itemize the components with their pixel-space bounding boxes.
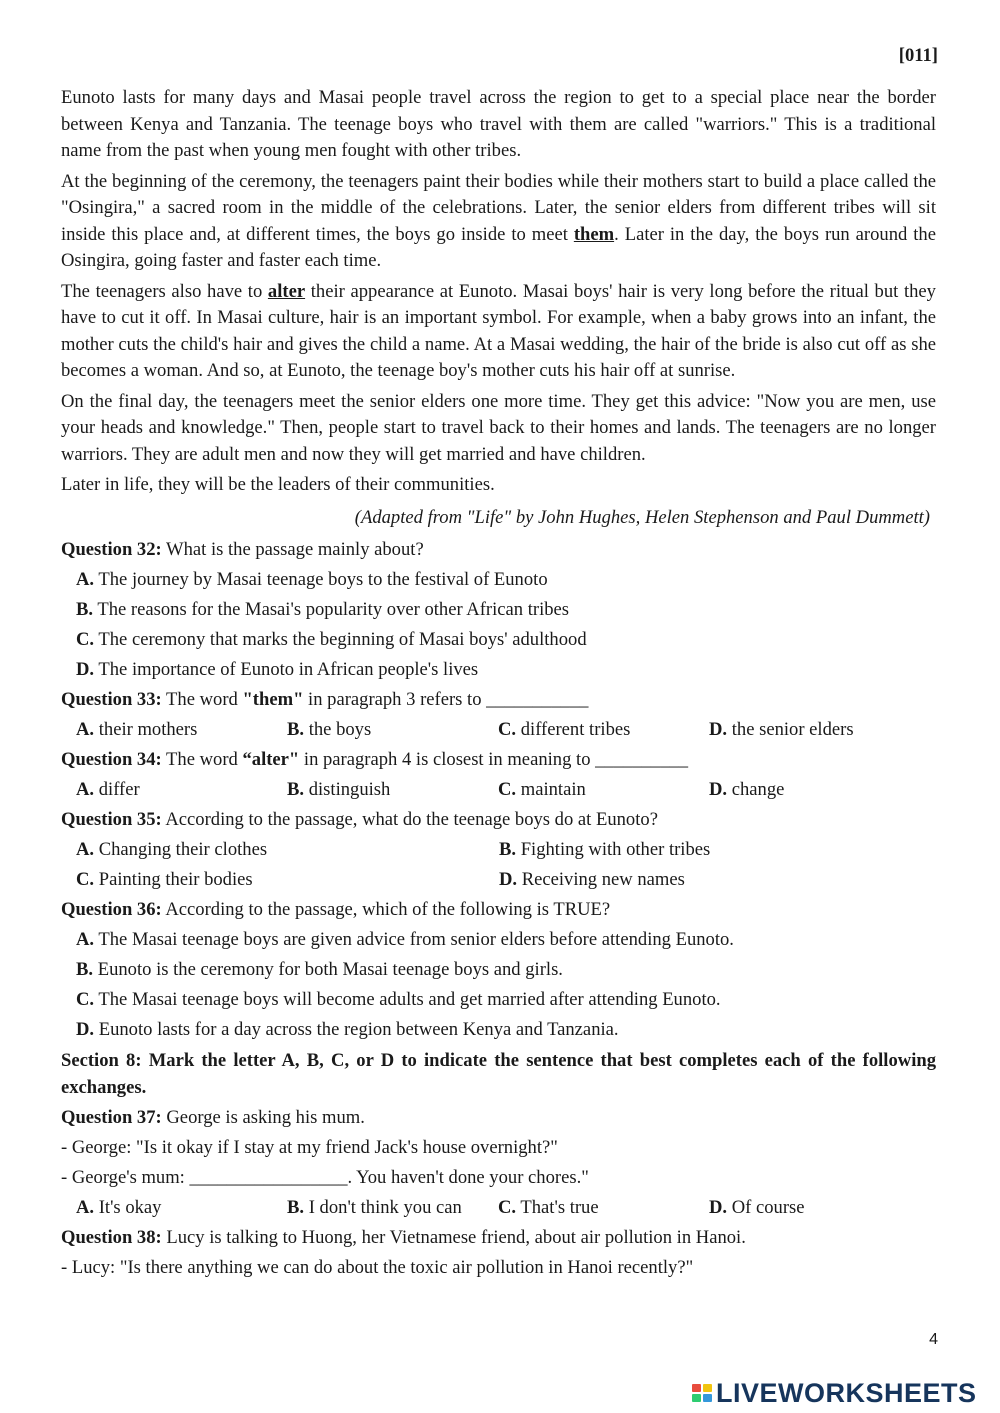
option-letter: B.: [287, 778, 305, 800]
passage-paragraph-2: [61, 169, 936, 275]
q35-option-a[interactable]: [76, 835, 499, 865]
option-text: Changing their clothes: [94, 838, 268, 860]
q32-option-a[interactable]: [76, 565, 936, 595]
question-text: George is asking his mum.: [161, 1106, 365, 1128]
question-label: Question 35:: [61, 808, 162, 830]
q34-option-d[interactable]: [709, 775, 784, 805]
passage-text: their appearance at Eunoto. Masai boys' hair is very long before the ritual but they have to cut it off. In Masai culture, hair is an important symbol. For example, when a baby grows into an infant, the mother cuts the child's hair and gives the child a name. At a Masai wedding, the hair of the bride is also cut off as she becomes a woman. And so, at Eunoto, the teenage boy's mother cuts his hair off at sunrise.: [61, 280, 936, 381]
q37-dialog-line-2: - George's mum: _________________. You haven't done your chores.": [61, 1166, 589, 1188]
option-text: The ceremony that marks the beginning of Masai boys' adulthood: [94, 628, 587, 650]
question-text: in paragraph 3 refers to ___________: [303, 688, 589, 710]
highlighted-word-alter: alter: [267, 280, 306, 302]
option-text: That's true: [516, 1196, 599, 1218]
passage-paragraph-5: Later in life, they will be the leaders of their communities.: [61, 474, 495, 495]
q36-option-b[interactable]: [76, 955, 936, 985]
option-text: It's okay: [94, 1196, 162, 1218]
option-letter: C.: [498, 778, 517, 800]
page-number: 4: [929, 1331, 938, 1348]
option-letter: A.: [76, 1196, 95, 1218]
option-text: Painting their bodies: [94, 868, 253, 890]
passage-text: The teenagers also have to: [61, 280, 268, 302]
question-text: The word: [161, 748, 243, 770]
option-text: the boys: [304, 718, 372, 740]
option-letter: C.: [498, 718, 517, 740]
question-label: Question 34:: [61, 748, 162, 770]
q34-option-a[interactable]: [76, 775, 287, 805]
q36-option-c[interactable]: [76, 985, 936, 1015]
option-text: The importance of Eunoto in African people's lives: [94, 658, 479, 680]
q33-option-b[interactable]: [287, 715, 498, 745]
question-text: According to the passage, what do the teenage boys do at Eunoto?: [161, 808, 658, 830]
question-35: [61, 805, 936, 835]
option-text: The Masai teenage boys are given advice from senior elders before attending Eunoto.: [94, 928, 734, 950]
q34-options: [76, 775, 936, 805]
option-text: differ: [94, 778, 140, 800]
q33-option-a[interactable]: [76, 715, 287, 745]
option-letter: A.: [76, 838, 95, 860]
option-letter: B.: [287, 1196, 305, 1218]
option-text: The Masai teenage boys will become adults and get married after attending Eunoto.: [94, 988, 721, 1010]
passage-paragraph-4: On the final day, the teenagers meet the senior elders one more time. They get this advice: "Now you are men, use your heads and knowledge." Then, people start to travel back to their homes and lands. The teenagers are no longer warriors. They are adult men and now they will get married and have children.: [61, 390, 936, 465]
q35-options-row-1: [76, 835, 936, 865]
worksheet-content: [61, 85, 936, 1283]
option-letter: D.: [76, 658, 95, 680]
question-34: [61, 745, 936, 775]
q34-option-c[interactable]: [498, 775, 709, 805]
q32-option-c[interactable]: [76, 625, 936, 655]
option-letter: B.: [76, 598, 94, 620]
question-label: Question 38:: [61, 1226, 162, 1248]
q32-option-d[interactable]: [76, 655, 936, 685]
highlighted-word-them: them: [573, 223, 615, 245]
option-letter: D.: [76, 1018, 95, 1040]
question-33: [61, 685, 936, 715]
question-label: Question 37:: [61, 1106, 162, 1128]
question-keyword: "them": [242, 688, 304, 710]
option-letter: A.: [76, 928, 95, 950]
passage-text: At the beginning of the ceremony, the teenagers paint their bodies while their mothers start to build a place called the "Osingira," a sacred room in the middle of the celebrations. Later, the senior elders from different tribes will sit inside this place and, at different times, the boys go inside to meet: [61, 170, 936, 245]
option-text: the senior elders: [727, 718, 854, 740]
option-letter: A.: [76, 778, 95, 800]
option-text: maintain: [516, 778, 586, 800]
q37-option-a[interactable]: [76, 1193, 287, 1223]
liveworksheets-icon: [692, 1384, 712, 1402]
passage-text: . Later in the day, the boys run around the Osingira, going faster and faster each time.: [61, 223, 936, 271]
question-text: in paragraph 4 is closest in meaning to __________: [299, 748, 689, 770]
q37-option-d[interactable]: [709, 1193, 805, 1223]
option-text: Fighting with other tribes: [516, 838, 711, 860]
option-letter: C.: [76, 988, 95, 1010]
option-text: Of course: [727, 1196, 805, 1218]
option-letter: D.: [709, 718, 728, 740]
q35-option-c[interactable]: [76, 865, 499, 895]
option-letter: D.: [709, 1196, 728, 1218]
q38-dialog-line-1: - Lucy: "Is there anything we can do about the toxic air pollution in Hanoi recently?": [61, 1256, 694, 1278]
question-label: Question 33:: [61, 688, 162, 710]
option-text: Receiving new names: [517, 868, 685, 890]
q37-options: [76, 1193, 936, 1223]
logo-square-green: [692, 1394, 701, 1402]
q33-option-c[interactable]: [498, 715, 709, 745]
question-keyword: “alter": [242, 748, 300, 770]
option-letter: A.: [76, 718, 95, 740]
question-text: The word: [161, 688, 243, 710]
passage-paragraph-3: [61, 279, 936, 385]
option-letter: C.: [76, 868, 95, 890]
option-text: The reasons for the Masai's popularity over other African tribes: [93, 598, 570, 620]
option-letter: B.: [287, 718, 305, 740]
q33-options: [76, 715, 936, 745]
q34-option-b[interactable]: [287, 775, 498, 805]
passage-source: (Adapted from "Life" by John Hughes, Helen Stephenson and Paul Dummett): [354, 506, 930, 528]
passage-paragraph-1: Eunoto lasts for many days and Masai people travel across the region to get to a special place near the border between Kenya and Tanzania. The teenage boys who travel with them are called "warriors." This is a traditional name from the past when young men fought with other tribes.: [61, 87, 936, 161]
logo-square-yellow: [703, 1384, 712, 1392]
question-text: What is the passage mainly about?: [161, 538, 424, 560]
option-text: The journey by Masai teenage boys to the festival of Eunoto: [94, 568, 548, 590]
option-letter: B.: [499, 838, 517, 860]
question-text: Lucy is talking to Huong, her Vietnamese friend, about air pollution in Hanoi.: [161, 1226, 746, 1248]
q35-options-row-2: [76, 865, 936, 895]
option-letter: D.: [499, 868, 518, 890]
q36-option-a[interactable]: [76, 925, 936, 955]
option-text: Eunoto lasts for a day across the region between Kenya and Tanzania.: [94, 1018, 619, 1040]
option-letter: C.: [498, 1196, 517, 1218]
option-text: change: [727, 778, 785, 800]
option-letter: A.: [76, 568, 95, 590]
q33-option-d[interactable]: [709, 715, 854, 745]
question-36: [61, 895, 936, 925]
page-code: [011]: [898, 45, 938, 66]
logo-square-red: [692, 1384, 701, 1392]
option-letter: D.: [709, 778, 728, 800]
option-text: their mothers: [94, 718, 198, 740]
section-8-heading: Section 8: Mark the letter A, B, C, or D to indicate the sentence that best completes each of the following exchanges.: [61, 1049, 936, 1098]
q32-option-b[interactable]: [76, 595, 936, 625]
option-text: I don't think you can: [304, 1196, 462, 1218]
question-37: [61, 1103, 936, 1133]
option-text: distinguish: [304, 778, 391, 800]
q35-option-d[interactable]: [499, 865, 685, 895]
option-text: different tribes: [516, 718, 631, 740]
question-38: [61, 1223, 936, 1253]
option-text: Eunoto is the ceremony for both Masai teenage boys and girls.: [93, 958, 563, 980]
liveworksheets-logo: [692, 1378, 977, 1408]
q37-dialog-line-1: - George: "Is it okay if I stay at my friend Jack's house overnight?": [61, 1136, 558, 1158]
logo-text: LIVEWORKSHEETS: [716, 1378, 977, 1408]
option-letter: B.: [76, 958, 94, 980]
q35-option-b[interactable]: [499, 835, 710, 865]
question-text: According to the passage, which of the following is TRUE?: [161, 898, 611, 920]
question-32: [61, 535, 936, 565]
option-letter: C.: [76, 628, 95, 650]
q36-option-d[interactable]: [76, 1015, 936, 1045]
q37-option-b[interactable]: [287, 1193, 498, 1223]
question-label: Question 36:: [61, 898, 162, 920]
question-label: Question 32:: [61, 538, 162, 560]
q37-option-c[interactable]: [498, 1193, 709, 1223]
logo-square-blue: [703, 1394, 712, 1402]
